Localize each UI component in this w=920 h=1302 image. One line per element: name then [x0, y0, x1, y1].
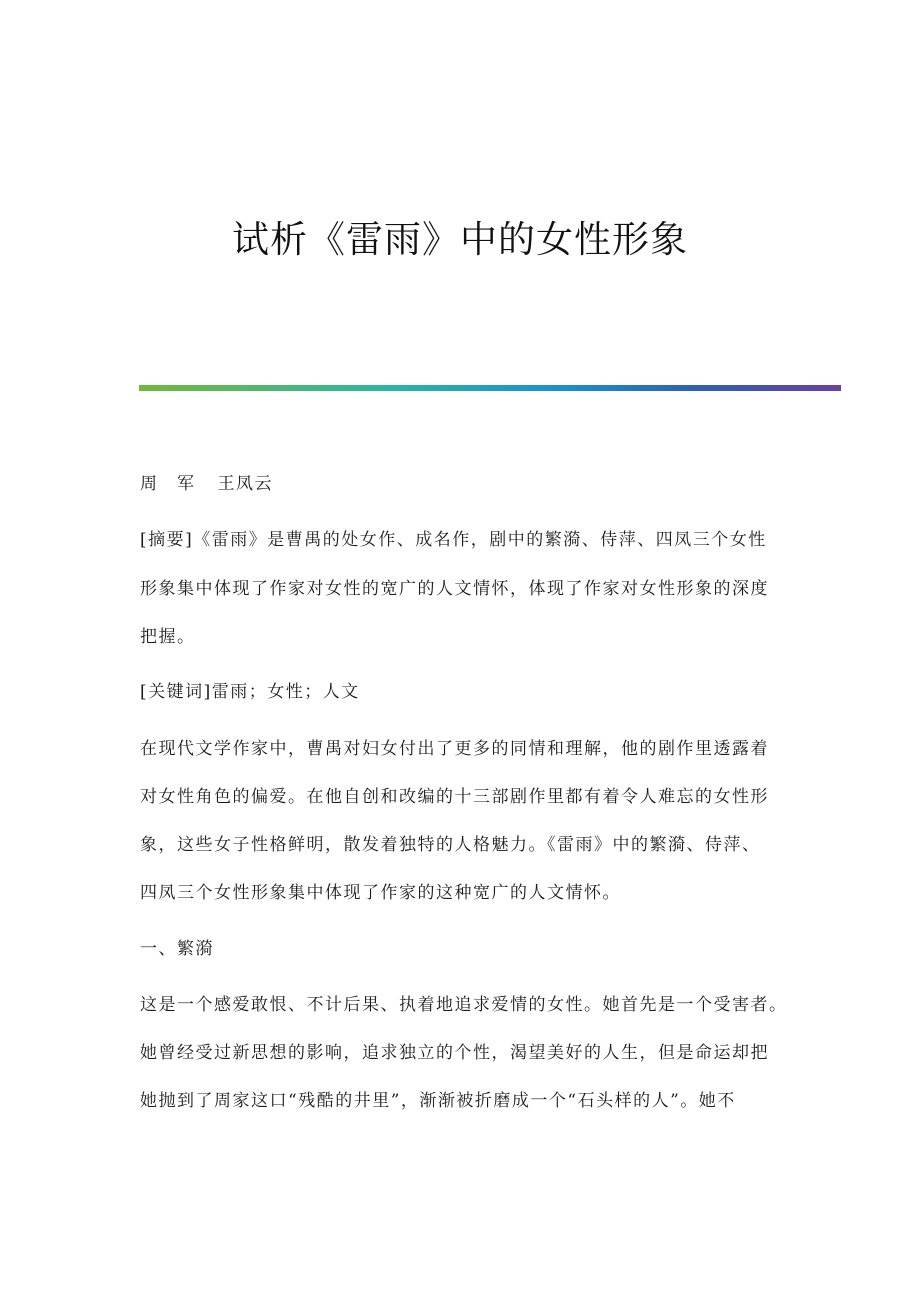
author-name: 王凤云 — [217, 474, 273, 494]
title-divider — [139, 385, 841, 391]
abstract-line: 形象集中体现了作家对女性的宽广的人文情怀，体现了作家对女性形象的深度 — [140, 579, 769, 599]
author-line — [140, 472, 790, 496]
abstract-line: [摘要]《雷雨》是曹禺的处女作、成名作，剧中的繁漪、侍萍、四凤三个女性 — [140, 530, 767, 550]
body-line: 四凤三个女性形象集中体现了作家的这种宽广的人文情怀。 — [140, 883, 621, 903]
author-name: 周 军 — [140, 474, 196, 494]
body-line: 对女性角色的偏爱。在他自创和改编的十三部剧作里都有着令人难忘的女性形 — [140, 787, 769, 807]
body-line: 象，这些女子性格鲜明，散发着独特的人格魅力。《雷雨》中的繁漪、侍萍、 — [140, 835, 761, 855]
abstract-line: 把握。 — [140, 627, 196, 647]
body-line: 在现代文学作家中，曹禺对妇女付出了更多的同情和理解，他的剧作里透露着 — [140, 739, 769, 759]
body-line: 这是一个感爱敢恨、不计后果、执着地追求爱情的女性。她首先是一个受害者。 — [140, 995, 788, 1015]
document-title: 试析《雷雨》中的女性形象 — [232, 218, 688, 261]
body-line: 她曾经受过新思想的影响，追求独立的个性，渴望美好的人生，但是命运却把 — [140, 1043, 769, 1063]
section-heading: 一、繁漪 — [140, 939, 214, 959]
body-line: 她抛到了周家这口“残酷的井里”，渐渐被折磨成一个“石头样的人”。她不 — [140, 1091, 736, 1111]
keywords-line: [关键词]雷雨；女性；人文 — [140, 682, 360, 702]
